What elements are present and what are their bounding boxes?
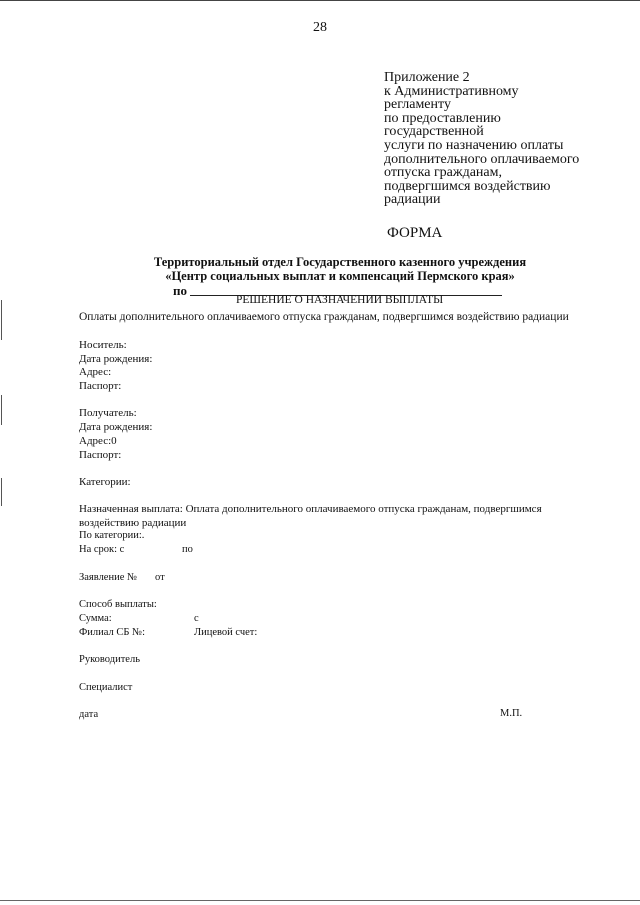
page-number: 28	[313, 20, 327, 35]
appendix-line: дополнительного оплачиваемого	[384, 151, 580, 167]
appendix-line: услуги по назначению оплаты	[384, 137, 564, 153]
assigned-payment-line-1: Назначенная выплата: Оплата дополнительного оплачиваемого отпуска гражданам, подвергшимся	[79, 503, 542, 515]
date-label: дата	[79, 709, 99, 720]
appendix-line: радиации	[384, 192, 441, 208]
appendix-line: подвергшимся воздействию	[384, 178, 551, 194]
organization-line-1: Территориальный отдел Государственного казенного учреждения	[153, 255, 527, 269]
specialist-label: Специалист	[79, 682, 133, 693]
carrier-birth-date: Дата рождения:	[79, 353, 153, 365]
page-bottom-edge	[0, 900, 640, 901]
appendix-line: к Административному	[384, 83, 519, 99]
carrier-address: Адрес:	[79, 366, 112, 378]
sum-label: Сумма:	[79, 613, 112, 624]
sum-from-label: с	[194, 613, 199, 624]
appendix-line: Приложение 2	[384, 70, 470, 85]
head-label: Руководитель	[79, 654, 140, 665]
by-category-label: По категории:.	[79, 530, 145, 541]
recipient-birth-date: Дата рождения:	[79, 421, 153, 433]
scan-edge-mark	[1, 300, 2, 340]
scan-edge-mark	[1, 478, 2, 506]
payment-method-label: Способ выплаты:	[79, 599, 157, 610]
application-from-label: от	[155, 572, 165, 583]
appendix-line: регламенту	[384, 97, 451, 113]
carrier-label: Носитель:	[79, 339, 127, 351]
term-label: На срок: с	[79, 544, 125, 555]
decision-title: РЕШЕНИЕ О НАЗНАЧЕНИИ ВЫПЛАТЫ	[236, 294, 444, 306]
recipient-address: Адрес:0	[79, 435, 117, 447]
stamp-place-label: М.П.	[500, 708, 523, 719]
scan-edge-mark	[1, 395, 2, 425]
branch-label: Филиал СБ №:	[79, 627, 145, 638]
recipient-passport: Паспорт:	[79, 449, 122, 461]
categories-label: Категории:	[79, 476, 131, 488]
application-label: Заявление №	[79, 572, 138, 583]
organization-line-2: «Центр социальных выплат и компенсаций Пермского края»	[165, 269, 515, 283]
appendix-line: государственной	[384, 124, 484, 140]
recipient-label: Получатель:	[79, 407, 137, 419]
assigned-payment-line-2: воздействию радиации	[79, 517, 187, 529]
organization-header	[0, 255, 640, 283]
carrier-passport: Паспорт:	[79, 380, 122, 392]
appendix-line: отпуска гражданам,	[384, 165, 502, 181]
term-to-label: по	[182, 544, 193, 555]
appendix-block	[384, 71, 579, 207]
account-label: Лицевой счет:	[194, 627, 258, 638]
appendix-line: по предоставлению	[384, 110, 501, 126]
page-top-edge	[0, 0, 640, 1]
po-label: по	[173, 283, 187, 298]
decision-description: Оплаты дополнительного оплачиваемого отпуска гражданам, подвергшимся воздействию радиации	[79, 311, 569, 323]
form-title: ФОРМА	[387, 225, 443, 241]
